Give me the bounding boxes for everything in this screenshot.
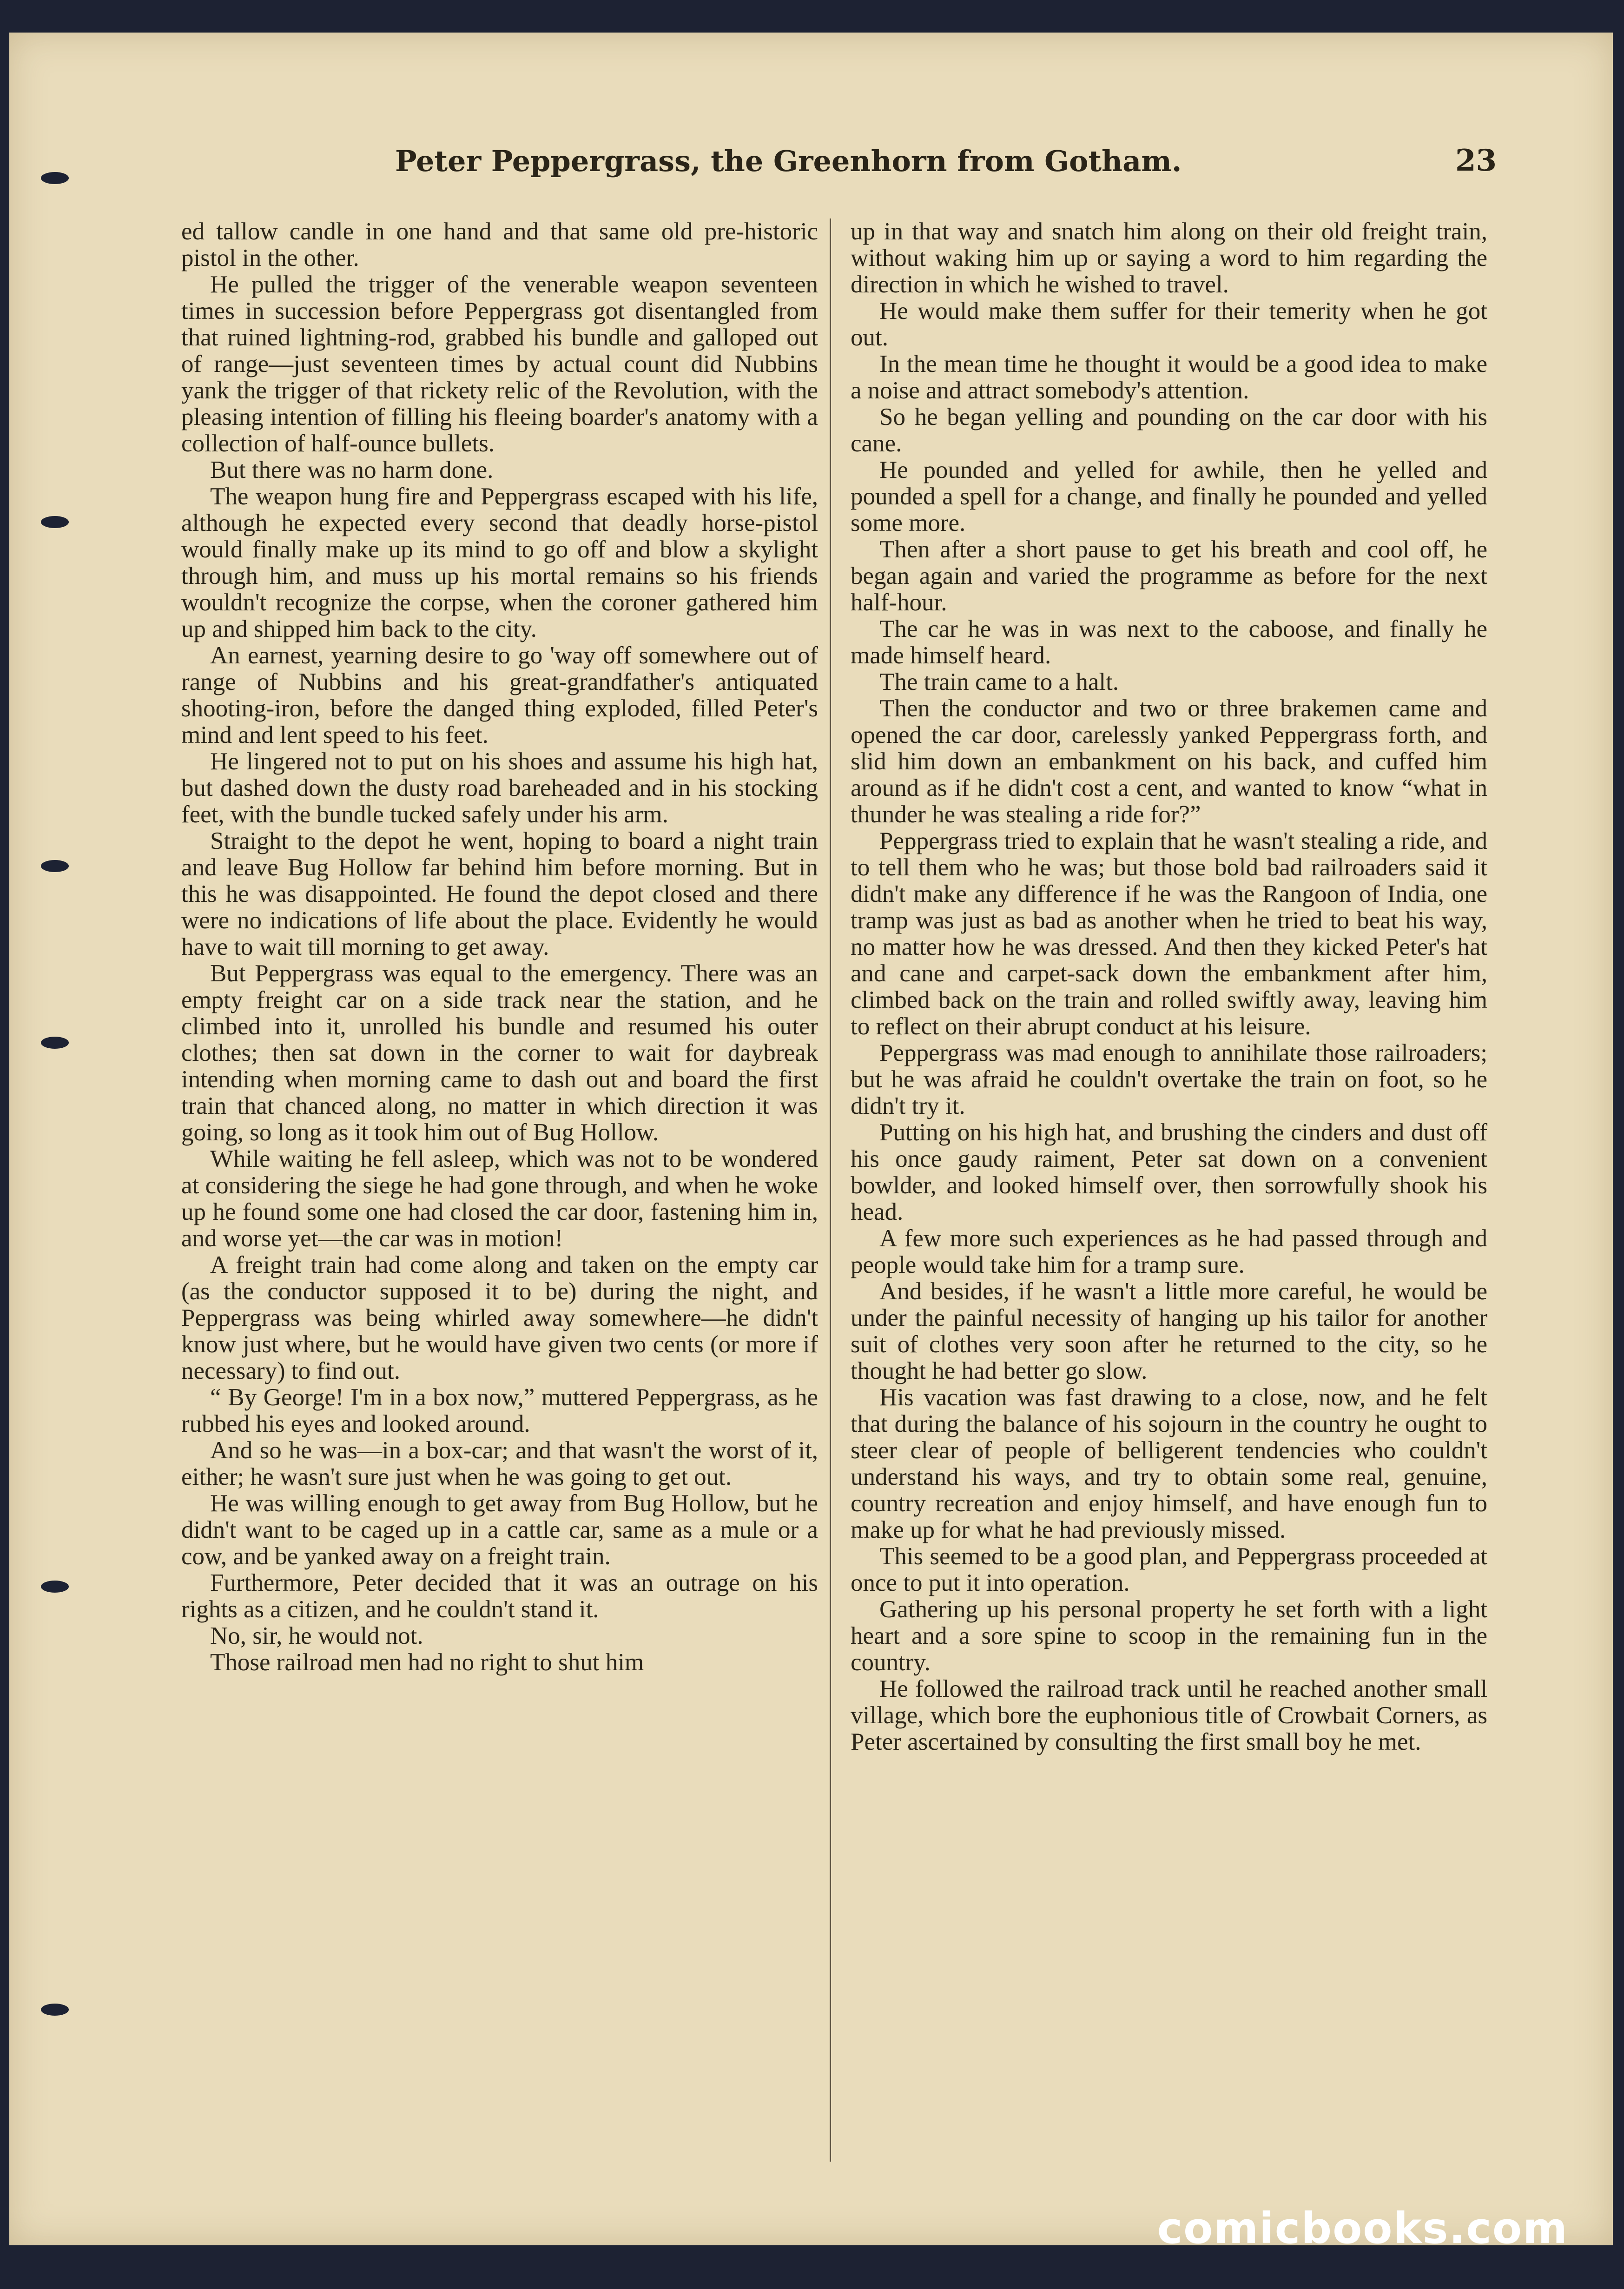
paragraph: And so he was—in a box-car; and that wasn't the worst of it, either; he wasn't sure just when he was going to get out. [181, 1437, 818, 1490]
paragraph: He pounded and yelled for awhile, then he yelled and pounded a spell for a change, and finally he pounded and yelled some more. [851, 456, 1487, 536]
paragraph: The weapon hung fire and Peppergrass escaped with his life, although he expected every second that deadly horse-pistol would finally make up its mind to go off and blow a skylight through him, and muss up his mortal remains so his friends wouldn't recognize the corpse, when the coroner gathered him up and shipped him back to the city. [181, 483, 818, 642]
paragraph: Gathering up his personal property he set forth with a light heart and a sore spine to scoop in the remaining fun in the country. [851, 1596, 1487, 1676]
paragraph: He was willing enough to get away from Bug Hollow, but he didn't want to be caged up in a cattle car, same as a mule or a cow, and be yanked away on a freight train. [181, 1490, 818, 1570]
paragraph: This seemed to be a good plan, and Peppergrass proceeded at once to put it into operation. [851, 1543, 1487, 1596]
paragraph: But Peppergrass was equal to the emergency. There was an empty freight car on a side track near the station, and he climbed into it, unrolled his bundle and resumed his outer clothes; then sat down in the corner to wait for daybreak intending when morning came to dash out and board the first train that chanced along, no matter in which direction it was going, so long as it took him out of Bug Hollow. [181, 960, 818, 1146]
paragraph: But there was no harm done. [210, 456, 494, 483]
paragraph: In the mean time he thought it would be a good idea to make a noise and attract somebody's attention. [851, 351, 1487, 404]
column-divider [830, 218, 831, 2162]
paragraph: The train came to a halt. [879, 668, 1119, 695]
paragraph: He lingered not to put on his shoes and assume his high hat, but dashed down the dusty road bareheaded and in his stocking feet, with the bundle tucked safely under his arm. [181, 748, 818, 828]
paragraph: “ By George! I'm in a box now,” muttered Peppergrass, as he rubbed his eyes and looked around. [181, 1384, 818, 1437]
binding-stitch [41, 1037, 69, 1049]
paragraph: An earnest, yearning desire to go 'way off somewhere out of range of Nubbins and his great-grandfather's antiquated shooting-iron, before the danged thing exploded, filled Peter's mind and lent speed to his feet. [181, 642, 818, 748]
paragraph: Putting on his high hat, and brushing the cinders and dust off his once gaudy raiment, Peter sat down on a convenient bowlder, and looked himself over, then sorrowfully shook his head. [851, 1119, 1487, 1225]
paragraph: He pulled the trigger of the venerable weapon seventeen times in succession before Peppergrass got disentangled from that ruined lightning-rod, grabbed his bundle and galloped out of range—just seventeen times by actual count did Nubbins yank the trigger of that rickety relic of the Revolution, with the pleasing intention of filling his fleeing boarder's anatomy with a collection of half-ounce bullets. [181, 271, 818, 457]
binding-stitch [41, 2004, 69, 2016]
paragraph: So he began yelling and pounding on the car door with his cane. [851, 404, 1487, 457]
paragraph: Peppergrass tried to explain that he wasn't stealing a ride, and to tell them who he was; but those bold bad railroaders said it didn't make any difference if he was the Rangoon of India, one tramp was just as bad as another when he tried to beat his way, no matter how he was dressed. And then they kicked Peter's hat and cane and carpet-sack down the embankment after him, climbed back on the train and rolled swiftly away, leaving him to reflect on their abrupt conduct at his leisure. [851, 827, 1487, 1040]
left-column [181, 218, 818, 1676]
paragraph: Straight to the depot he went, hoping to board a night train and leave Bug Hollow far behind him before morning. But in this he was disappointed. He found the depot closed and there were no indications of life about the place. Evidently he would have to wait till morning to get away. [181, 827, 818, 960]
paragraph: And besides, if he wasn't a little more careful, he would be under the painful necessity of hanging up his tailor for another suit of clothes very soon after he returned to the city, so he thought he had better go slow. [851, 1278, 1487, 1384]
paragraph: Then after a short pause to get his breath and cool off, he began again and varied the programme as before for the next half-hour. [851, 536, 1487, 616]
binding-stitch [41, 1581, 69, 1593]
paragraph: No, sir, he would not. [210, 1622, 423, 1649]
paragraph: A freight train had come along and taken on the empty car (as the conductor supposed it to be) during the night, and Peppergrass was being whirled away somewhere—he didn't know just where, but he would have given two cents (or more if necessary) to find out. [181, 1251, 818, 1384]
right-column [851, 218, 1487, 1755]
page-header [167, 139, 1497, 195]
paragraph: Those railroad men had no right to shut him [210, 1649, 644, 1676]
binding-stitch [41, 516, 69, 528]
page-number: 23 [1455, 143, 1497, 178]
paragraph: ed tallow candle in one hand and that same old pre-historic pistol in the other. [181, 218, 818, 271]
paragraph: up in that way and snatch him along on their old freight train, without waking him up or saying a word to him regarding the direction in which he wished to travel. [851, 218, 1487, 298]
paragraph: Peppergrass was mad enough to annihilate those railroaders; but he was afraid he couldn't overtake the train on foot, so he didn't try it. [851, 1039, 1487, 1119]
paragraph: The car he was in was next to the caboose, and finally he made himself heard. [851, 615, 1487, 669]
running-title: Peter Peppergrass, the Greenhorn from Gotham. [395, 144, 1182, 178]
paragraph: Furthermore, Peter decided that it was an outrage on his rights as a citizen, and he couldn't stand it. [181, 1569, 818, 1623]
paragraph: A few more such experiences as he had passed through and people would take him for a tramp sure. [851, 1225, 1487, 1278]
paragraph: He followed the railroad track until he reached another small village, which bore the euphonious title of Crowbait Corners, as Peter ascertained by consulting the first small boy he met. [851, 1675, 1487, 1755]
paragraph: His vacation was fast drawing to a close, now, and he felt that during the balance of his sojourn in the country he ought to steer clear of people of belligerent tendencies who couldn't understand his ways, and try to obtain some real, genuine, country recreation and enjoy himself, and have enough fun to make up for what he had previously missed. [851, 1384, 1487, 1543]
binding-stitch [41, 860, 69, 872]
paragraph: He would make them suffer for their temerity when he got out. [851, 298, 1487, 351]
binding-stitch [41, 172, 69, 184]
paragraph: Then the conductor and two or three brakemen came and opened the car door, carelessly yanked Peppergrass forth, and slid him down an embankment on his back, and cuffed him around as if he didn't cost a cent, and wanted to know “what in thunder he was stealing a ride for?” [851, 695, 1487, 828]
watermark: comicbooks.com [1157, 2203, 1568, 2253]
paragraph: While waiting he fell asleep, which was not to be wondered at considering the siege he had gone through, and when he woke up he found some one had closed the car door, fastening him in, and worse yet—the car was in motion! [181, 1145, 818, 1252]
